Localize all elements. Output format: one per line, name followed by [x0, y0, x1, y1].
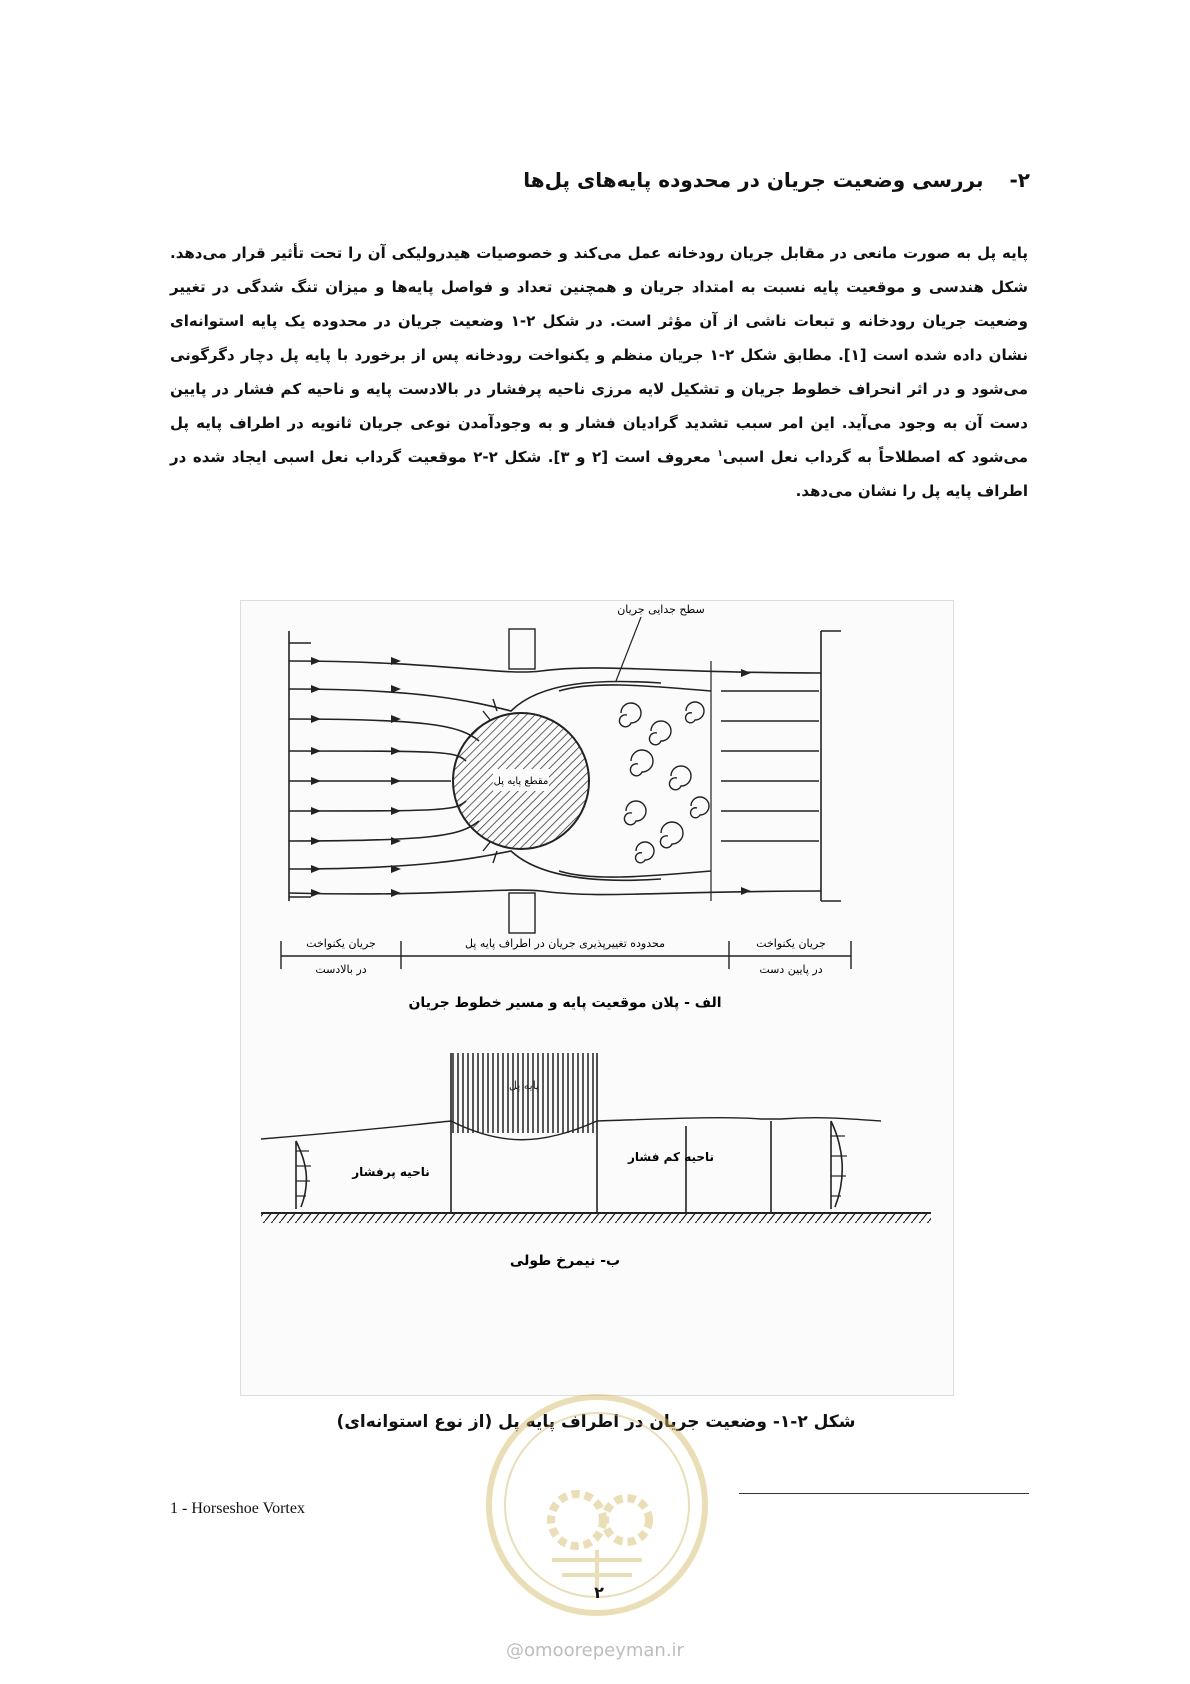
label-upstream-bottom: در بالادست [315, 963, 367, 976]
body-paragraph [170, 236, 1028, 508]
label-downstream-bottom: در پایین دست [759, 963, 823, 976]
plan-view [289, 617, 841, 933]
label-influence-zone: محدوده تغییرپذیری جریان در اطراف پایه پل [464, 937, 666, 950]
section-number: ۲- [1009, 168, 1030, 192]
label-pier: پایه پل [508, 1079, 540, 1092]
label-upstream-top: جریان یکنواخت [306, 937, 376, 950]
label-low-pressure-zone: ناحیه کم فشار [627, 1150, 715, 1164]
label-separation-surface: سطح جدایی جریان [617, 603, 705, 616]
footnote: 1 - Horseshoe Vortex [170, 1500, 305, 1517]
label-pier-section: مقطع پایه پل [493, 776, 549, 787]
body-text-end: معروف است [۲ و ۳]. شکل ۲-۲ موقعیت گرداب نعل اسبی ایجاد شده در اطراف پایه پل را نشان می‌دهد. [170, 448, 1028, 500]
page-number: ۲ [594, 1583, 604, 1602]
profile-view [261, 1053, 931, 1223]
footnote-mark: ۱ [717, 449, 723, 459]
section-heading [160, 168, 1030, 192]
label-downstream-top: جریان یکنواخت [756, 937, 826, 950]
label-high-pressure-zone: ناحیه پرفشار [352, 1165, 430, 1179]
footnote-rule [739, 1493, 1029, 1494]
caption-profile-view: ب- نیمرخ طولی [509, 1253, 621, 1269]
site-watermark: @omoorepeyman.ir [506, 1640, 684, 1661]
section-title: بررسی وضعیت جریان در محدوده پایه‌های پل‌ها [523, 168, 984, 192]
caption-plan-view: الف - پلان موقعیت پایه و مسیر خطوط جریان [408, 995, 722, 1011]
figure-flow-around-pier [240, 600, 954, 1396]
figure-caption: شکل ۲-۱- وضعیت جریان در اطراف پایه پل (از نوع استوانه‌ای) [336, 1412, 856, 1432]
body-text: پایه پل به صورت مانعی در مقابل جریان رودخانه عمل می‌کند و خصوصیات هیدرولیکی آن را تحت تأثیر قرار می‌دهد. شکل هندسی و موقعیت پایه نسبت به امتداد جریان و همچنین تعداد و فواصل پایه‌ها و میزان تنگ شدگی در تغییر وضعیت جریان رودخانه و تبعات ناشی از آن مؤثر است. در شکل ۲-۱ وضعیت جریان در محدوده یک پایه استوانه‌ای نشان داده شده است [۱]. مطابق شکل ۲-۱ جریان منظم و یکنواخت رودخانه پس از برخورد با پایه پل دچار دگرگونی می‌شود و در اثر انحراف خطوط جریان و تشکیل لایه مرزی ناحیه پرفشار در بالادست پایه و ناحیه کم فشار در پایین دست آن به وجود می‌آید. این امر سبب تشدید گرادیان فشار و به وجودآمدن نوعی جریان ثانویه در اطراف پایه پل می‌شود که اصطلاحاً به گرداب نعل اسبی [170, 244, 1029, 466]
